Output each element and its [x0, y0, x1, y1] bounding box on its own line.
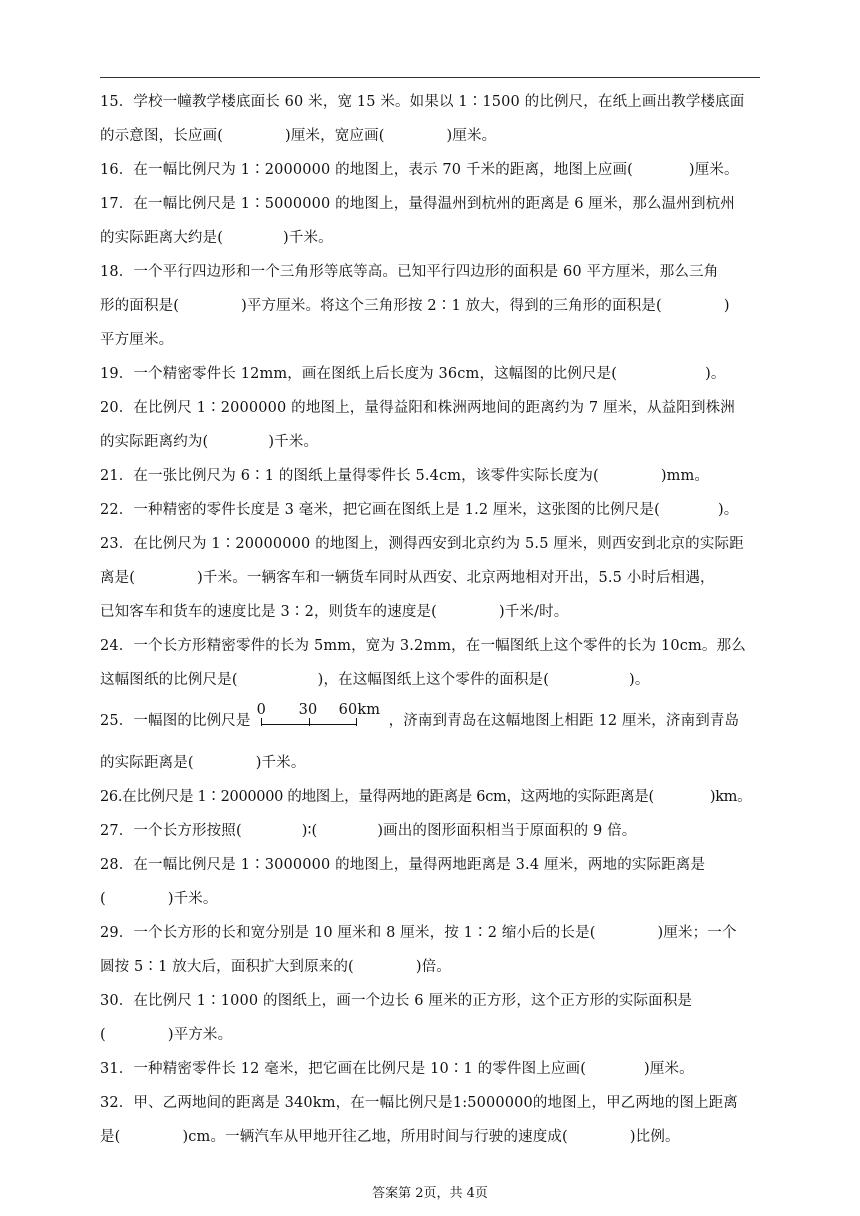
question-31 — [100, 1052, 765, 1086]
question-22 — [100, 493, 765, 527]
question-text: )画出的图形面积相当于原面积的 9 倍。 — [377, 823, 637, 839]
question-text: )km。 — [709, 789, 752, 805]
question-line — [100, 493, 765, 527]
question-line — [100, 255, 765, 289]
question-text: 离是( — [100, 570, 136, 586]
question-line — [100, 950, 765, 984]
question-text: )倍。 — [415, 959, 451, 975]
question-line — [100, 916, 765, 950]
scale-tick — [261, 718, 262, 726]
question-text: )千米。 — [167, 891, 218, 907]
question-text: 18．一个平行四边形和一个三角形等底等高。已知平行四边形的面积是 60 平方厘米，那么三角 — [100, 264, 719, 280]
question-15 — [100, 85, 765, 153]
question-line — [100, 814, 765, 848]
question-line — [100, 391, 765, 425]
question-text: 20．在比例尺 1∶2000000 的地图上，量得益阳和株洲两地间的距离约为 7 厘米，从益阳到株洲 — [100, 400, 735, 416]
question-text: 32．甲、乙两地间的距离是 340km，在一幅比例尺是1:5000000的地图上，甲乙两地的图上距离 — [100, 1095, 738, 1111]
question-line — [100, 697, 765, 746]
scale-bar — [257, 704, 385, 734]
scale-tick — [309, 718, 310, 726]
question-24 — [100, 629, 765, 697]
question-line — [100, 187, 765, 221]
question-25 — [100, 697, 765, 780]
question-16 — [100, 153, 765, 187]
question-text: )平方厘米。将这个三角形按 2∶1 放大，得到的三角形的面积是( — [241, 298, 662, 314]
question-text: 的实际距离大约是( — [100, 230, 224, 246]
question-line — [100, 663, 765, 697]
question-line — [100, 984, 765, 1018]
question-28 — [100, 848, 765, 916]
question-line — [100, 780, 765, 814]
question-text: )千米。 — [255, 755, 306, 771]
question-text: )比例。 — [629, 1129, 680, 1145]
question-19 — [100, 357, 765, 391]
question-18 — [100, 255, 765, 357]
question-text: )厘米。 — [688, 162, 739, 178]
question-line — [100, 1052, 765, 1086]
question-text: )mm。 — [660, 468, 710, 484]
question-20 — [100, 391, 765, 459]
question-line — [100, 629, 765, 663]
question-text: )千米。 — [268, 434, 319, 450]
question-line — [100, 153, 765, 187]
question-text: 15．学校一幢教学楼底面长 60 米，宽 15 米。如果以 1∶1500 的比例尺，在纸上画出教学楼底面 — [100, 94, 745, 110]
question-line — [100, 746, 765, 780]
question-text: )cm。一辆汽车从甲地开往乙地，所用时间与行驶的速度成( — [182, 1129, 568, 1145]
question-text: 22．一种精密的零件长度是 3 毫米，把它画在图纸上是 1.2 厘米，这张图的比例尺是( — [100, 502, 660, 518]
question-text: )平方米。 — [167, 1027, 233, 1043]
question-text: )厘米。 — [446, 128, 497, 144]
question-line — [100, 848, 765, 882]
question-text: 的实际距离是( — [100, 755, 194, 771]
question-text: )。 — [717, 502, 739, 518]
question-29 — [100, 916, 765, 984]
question-27 — [100, 814, 765, 848]
question-text: 的实际距离约为( — [100, 434, 209, 450]
question-text: 圆按 5∶1 放大后，面积扩大到原来的( — [100, 959, 354, 975]
question-text: 24．一个长方形精密零件的长为 5mm，宽为 3.2mm，在一幅图纸上这个零件的长为 10cm。那么 — [100, 638, 746, 654]
question-30 — [100, 984, 765, 1052]
question-line — [100, 1086, 765, 1120]
question-line — [100, 221, 765, 255]
question-17 — [100, 187, 765, 255]
question-text: )千米/时。 — [498, 604, 569, 620]
question-text: )。 — [629, 672, 650, 688]
question-text: 这幅图纸的比例尺是( — [100, 672, 238, 688]
question-text: 16．在一幅比例尺为 1∶2000000 的地图上，表示 70 千米的距离，地图上应画( — [100, 162, 633, 178]
question-32 — [100, 1086, 765, 1154]
question-line — [100, 527, 765, 561]
question-text: 29．一个长方形的长和宽分别是 10 厘米和 8 厘米，按 1∶2 缩小后的长是( — [100, 925, 596, 941]
question-text: ( — [100, 891, 106, 907]
question-text: )厘米，宽应画( — [285, 128, 385, 144]
question-text: 26.在比例尺是 1∶2000000 的地图上，量得两地的距离是 6cm，这两地的实际距离是( — [100, 789, 654, 805]
question-text: 23．在比例尺为 1∶20000000 的地图上，测得西安到北京约为 5.5 厘米，则西安到北京的实际距 — [100, 536, 744, 552]
question-26 — [100, 780, 765, 814]
scale-label: 60km — [338, 702, 381, 718]
scale-tick — [356, 718, 357, 726]
question-23 — [100, 527, 765, 629]
page-footer: 答案第 2页，共 4页 — [372, 1186, 488, 1201]
question-text: 31．一种精密零件长 12 毫米，把它画在比例尺是 10∶1 的零件图上应画( — [100, 1061, 587, 1077]
question-list — [100, 85, 765, 1154]
question-text: 形的面积是( — [100, 298, 180, 314]
question-text: 28．在一幅比例尺是 1∶3000000 的地图上，量得两地距离是 3.4 厘米，两地的实际距离是 — [100, 857, 706, 873]
question-line — [100, 289, 765, 323]
question-line — [100, 357, 765, 391]
question-21 — [100, 459, 765, 493]
question-text: 平方厘米。 — [100, 332, 174, 348]
question-line — [100, 561, 765, 595]
question-line — [100, 119, 765, 153]
question-text: ( — [100, 1027, 106, 1043]
question-line — [100, 882, 765, 916]
question-line — [100, 1018, 765, 1052]
question-text: )，在这幅图纸上这个零件的面积是( — [317, 672, 550, 688]
question-text: 的示意图，长应画( — [100, 128, 224, 144]
question-text: )千米。 — [283, 230, 333, 246]
question-text: 30．在比例尺 1∶1000 的图纸上，画一个边长 6 厘米的正方形，这个正方形的实际面积是 — [100, 993, 693, 1009]
question-text: 25．一幅图的比例尺是 — [100, 713, 251, 729]
question-text: 21．在一张比例尺为 6∶1 的图纸上量得零件长 5.4cm，该零件实际长度为( — [100, 468, 599, 484]
question-line — [100, 85, 765, 119]
question-text: ) — [723, 298, 730, 314]
question-line — [100, 323, 765, 357]
question-text: )∶( — [301, 823, 318, 839]
question-line — [100, 459, 765, 493]
question-text: )厘米。 — [644, 1061, 694, 1077]
question-text: 19．一个精密零件长 12mm，画在图纸上后长度为 36cm，这幅图的比例尺是( — [100, 366, 618, 382]
header-rule — [100, 77, 760, 78]
question-text: )。 — [705, 366, 726, 382]
scale-label: 0 — [256, 702, 266, 718]
question-line — [100, 1120, 765, 1154]
question-text: )厘米；一个 — [657, 925, 737, 941]
scale-label: 30 — [298, 702, 318, 718]
question-line — [100, 595, 765, 629]
question-text: )千米。一辆客车和一辆货车同时从西安、北京两地相对开出，5.5 小时后相遇， — [197, 570, 715, 586]
question-text: 17．在一幅比例尺是 1∶5000000 的地图上，量得温州到杭州的距离是 6 厘米，那么温州到杭州 — [100, 196, 735, 212]
question-text: 已知客车和货车的速度比是 3∶2，则货车的速度是( — [100, 604, 437, 620]
question-text: ，济南到青岛在这幅地图上相距 12 厘米，济南到青岛 — [388, 713, 740, 729]
question-text: 27．一个长方形按照( — [100, 823, 242, 839]
question-text: 是( — [100, 1129, 121, 1145]
question-line — [100, 425, 765, 459]
